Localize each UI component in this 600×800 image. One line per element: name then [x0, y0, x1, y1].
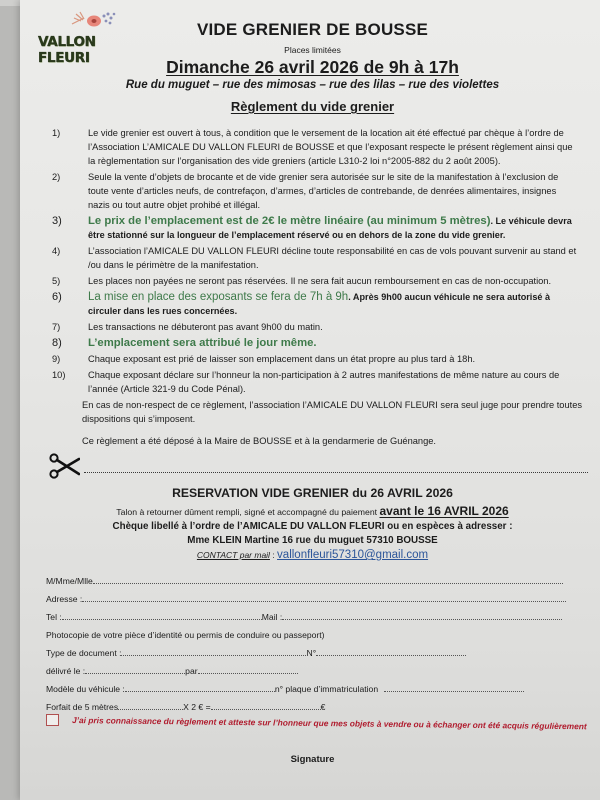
rule-text: . Après 9h00 aucun véhicule ne sera autorisé à circuler dans les rues concernées. [88, 292, 551, 316]
doc-type-field[interactable] [121, 655, 306, 656]
contact-separator: : [269, 550, 278, 560]
plate-field[interactable] [384, 691, 524, 692]
postal-address: Mme KLEIN Martine 16 rue du muguet 57310 BOUSSE [187, 535, 438, 546]
rule-item [52, 274, 580, 288]
rule-item [52, 352, 580, 366]
doc-type-label: Type de document : [46, 648, 122, 658]
package-label: Forfait de 5 mètres [46, 702, 119, 712]
cut-line [48, 448, 588, 484]
section-title-rules [20, 99, 600, 114]
event-date-text: Dimanche 26 avril 2026 de 9h à 17h [166, 57, 459, 77]
deposit-note: Ce règlement a été déposé à la Maire de BOUSSE et à la gendarmerie de Guénange. [82, 436, 437, 446]
rule-text: Chaque exposant déclare sur l’honneur la non-participation à 2 autres manifestations de même nature au cours de l’année (Article 321-9 du Code Pénal). [88, 370, 560, 394]
mail-label: Mail : [261, 612, 283, 622]
dotted-cut-line [84, 472, 588, 473]
declaration-text: J’ai pris connaissance du règlement et atteste sur l’honneur que mes objets à vendre ou à échanger ont été acquis régulièrement [71, 715, 587, 732]
issued-date-field[interactable] [85, 673, 185, 674]
rules-list [52, 126, 580, 398]
contact-label: CONTACT par mail [196, 550, 270, 560]
contact-email-link[interactable]: vallonfleuri57310@gmail.com [277, 549, 429, 561]
doc-number-field[interactable] [316, 655, 466, 656]
total-field[interactable] [211, 709, 321, 710]
rule-number: 4) [52, 246, 61, 256]
rule-item [52, 290, 580, 318]
rule-number: 3) [52, 215, 62, 227]
page-title: VIDE GRENIER DE BOUSSE [196, 20, 429, 39]
reservation-form [46, 569, 576, 713]
rule-text: Les places non payées ne seront pas réservées. Il ne sera fait aucun remboursement en cas de non-occupation. [88, 276, 552, 286]
vehicle-field[interactable] [125, 691, 275, 692]
rule-number: 2) [52, 172, 61, 182]
civility-label: M/Mme/Mlle [46, 576, 93, 586]
rule-text: L’association l’AMICALE DU VALLON FLEURI décline toute responsabilité en cas de vols pouvant survenir au stand et /ou dans le périmètre de la manifestation. [88, 246, 577, 270]
logo-text: VALLON FLEURI [38, 34, 96, 66]
doc-number-label: N° [306, 648, 317, 658]
rule-number: 9) [52, 354, 61, 364]
rule-item [52, 368, 580, 396]
rule-number: 8) [52, 337, 62, 349]
rule-text: Chaque exposant est prié de laisser son emplacement dans un état propre au plus tard à 18h. [88, 354, 476, 364]
issued-by-label: par [185, 666, 198, 676]
scissors-icon [48, 452, 80, 480]
phone-field[interactable] [62, 619, 262, 620]
phone-mail-row [46, 605, 576, 623]
document-row [46, 641, 576, 659]
vehicle-row [46, 677, 576, 695]
reservation-title: RESERVATION VIDE GRENIER du 26 AVRIL 2026 [172, 486, 453, 500]
places-subtitle: Places limitées [284, 45, 341, 55]
rule-number: 10) [52, 370, 66, 380]
photocopy-text: Photocopie de votre pièce d’identité ou permis de conduire ou passeport) [46, 630, 325, 640]
return-text: Talon à retourner dûment rempli, signé et accompagné du paiement [116, 507, 380, 517]
rule-text: . Le véhicule devra être stationné sur la longueur de l’emplacement réservé ou en dehors de la zone du vide grenier. [88, 216, 572, 240]
address-field[interactable] [82, 601, 566, 602]
plate-label: n° plaque d’immatriculation [274, 684, 379, 694]
event-date [20, 57, 600, 78]
rule-item [52, 170, 580, 212]
rule-item [52, 214, 580, 242]
non-respect-note: En cas de non-respect de ce règlement, l’association l’AMICALE DU VALLON FLEURI sera seul juge pour prendre toutes dispositions qui s’imposent. [82, 400, 583, 424]
contact-line [20, 549, 600, 561]
photocopy-row [46, 623, 576, 641]
package-row [46, 695, 576, 713]
rule-number: 7) [52, 322, 61, 332]
rule-text: Seule la vente d’objets de brocante et de vide grenier sera autorisée sur le site de la manifestation à l’exclusion de toute vente d’articles neufs, de contrefaçon, d’armes, d’articles de contrebande, de denrées alimentaires, insignes nazis ou tout autre objet prohibé et illégal. [88, 172, 559, 210]
signature-label: Signature [290, 754, 335, 765]
rule-number: 5) [52, 276, 61, 286]
return-instructions [20, 504, 600, 518]
currency-label: € [320, 702, 326, 712]
vehicle-label: Modèle du véhicule : [46, 684, 125, 694]
rule-item [52, 126, 580, 168]
declaration-checkbox[interactable] [46, 714, 59, 726]
civility-row [46, 569, 576, 587]
rule-highlight: L’emplacement sera attribué le jour même. [88, 337, 317, 349]
rule-text: Les transactions ne débuteront pas avant 9h00 du matin. [88, 322, 323, 332]
event-streets: Rue du muguet – rue des mimosas – rue des lilas – rue des violettes [125, 79, 500, 91]
rule-number: 1) [52, 128, 61, 138]
flyer-page [20, 0, 600, 800]
rule-item [52, 320, 580, 334]
rule-item [52, 336, 580, 350]
mail-field[interactable] [282, 619, 562, 620]
deadline-text: avant le 16 AVRIL 2026 [379, 504, 509, 518]
section-title-text: Règlement du vide grenier [230, 99, 395, 114]
rule-number: 6) [52, 291, 62, 303]
issued-label: délivré le : [46, 666, 86, 676]
cheque-instructions: Chèque libellé à l’ordre de l’AMICALE DU VALLON FLEURI ou en espèces à adresser : [112, 521, 513, 532]
rule-item [52, 244, 580, 272]
civility-field[interactable] [93, 583, 563, 584]
multiplier-label: X 2 € = [183, 702, 211, 712]
rule-text: Le vide grenier est ouvert à tous, à condition que le versement de la location ait été effectué par chèque à l’ordre de l’Association L’AMICALE DU VALLON FLEURI de BOUSSE et que l’exposant respecte le présent règlement ainsi que la règlementation sur l’organisation des vide greniers (article L310-2 loi n°2005-882 du 2 août 2005). [88, 128, 573, 166]
issued-row [46, 659, 576, 677]
rule-highlight: Le prix de l’emplacement est de 2€ le mètre linéaire (au minimum 5 mètres) [88, 215, 491, 227]
phone-label: Tel : [46, 612, 62, 622]
address-label: Adresse : [46, 594, 83, 604]
meters-field[interactable] [118, 709, 183, 710]
issued-by-field[interactable] [198, 673, 298, 674]
rule-highlight: La mise en place des exposants se fera de 7h à 9h [88, 291, 349, 303]
address-row [46, 587, 576, 605]
